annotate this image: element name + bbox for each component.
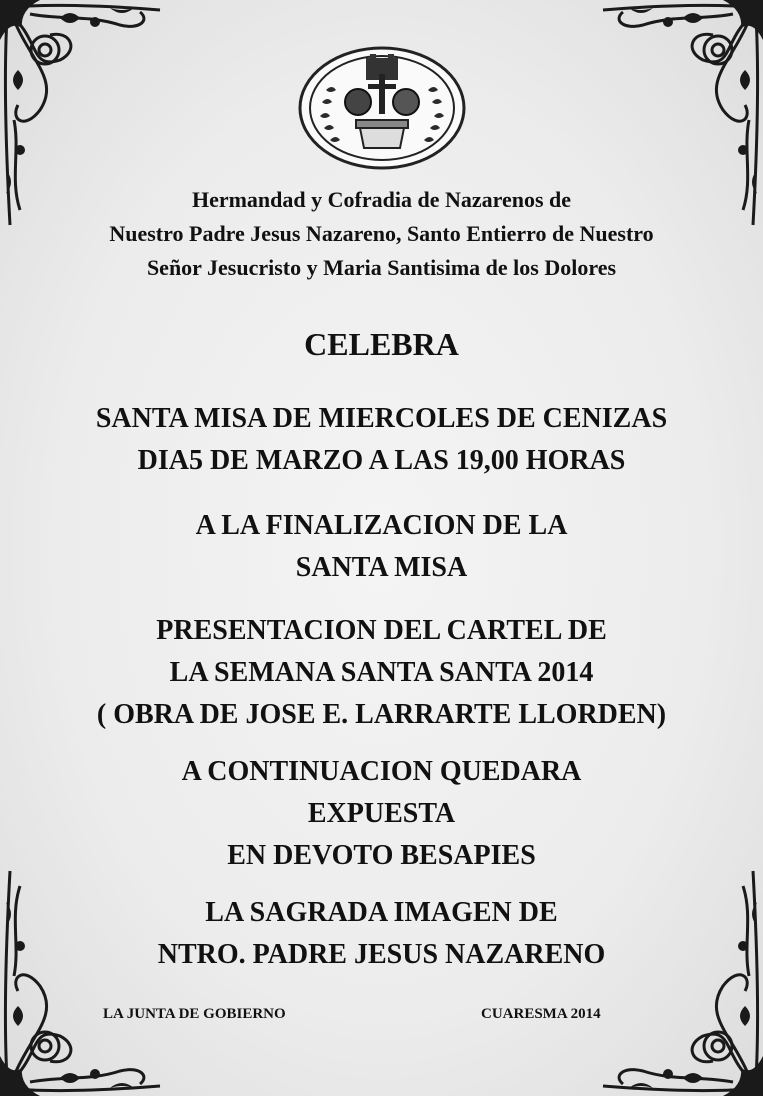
mass-announcement — [0, 398, 763, 482]
block-line: SANTA MISA DE MIERCOLES DE CENIZAS — [95, 403, 668, 434]
header-line: Señor Jesucristo y Maria Santisima de los Dolores — [146, 255, 617, 280]
celebra-heading: CELEBRA — [304, 326, 459, 362]
block-line: ( OBRA DE JOSE E. LARRARTE LLORDEN) — [96, 699, 667, 730]
sacred-image-block — [0, 892, 763, 976]
after-mass-block — [0, 505, 763, 589]
block-line: LA SEMANA SANTA SANTA 2014 — [169, 657, 594, 688]
besapies-block — [0, 751, 763, 877]
poster-presentation-block — [0, 610, 763, 736]
footer-junta: LA JUNTA DE GOBIERNO — [103, 1006, 286, 1022]
block-line: A CONTINUACION QUEDARA — [181, 756, 582, 787]
block-line: SANTA MISA — [295, 552, 468, 583]
brotherhood-header — [0, 183, 763, 285]
block-line: LA SAGRADA IMAGEN DE — [205, 897, 558, 928]
footer-date: CUARESMA 2014 — [481, 1006, 601, 1022]
block-line: EN DEVOTO BESAPIES — [227, 840, 536, 871]
block-line: A LA FINALIZACION DE LA — [195, 510, 568, 541]
header-line: Nuestro Padre Jesus Nazareno, Santo Entierro de Nuestro — [109, 221, 654, 246]
block-line: EXPUESTA — [307, 798, 456, 829]
block-line: PRESENTACION DEL CARTEL DE — [156, 615, 607, 646]
block-line: NTRO. PADRE JESUS NAZARENO — [157, 939, 606, 970]
header-line: Hermandad y Cofradia de Nazarenos de — [191, 187, 572, 212]
brotherhood-crest-icon — [298, 46, 466, 170]
block-line: DIA5 DE MARZO A LAS 19,00 HORAS — [137, 445, 626, 476]
